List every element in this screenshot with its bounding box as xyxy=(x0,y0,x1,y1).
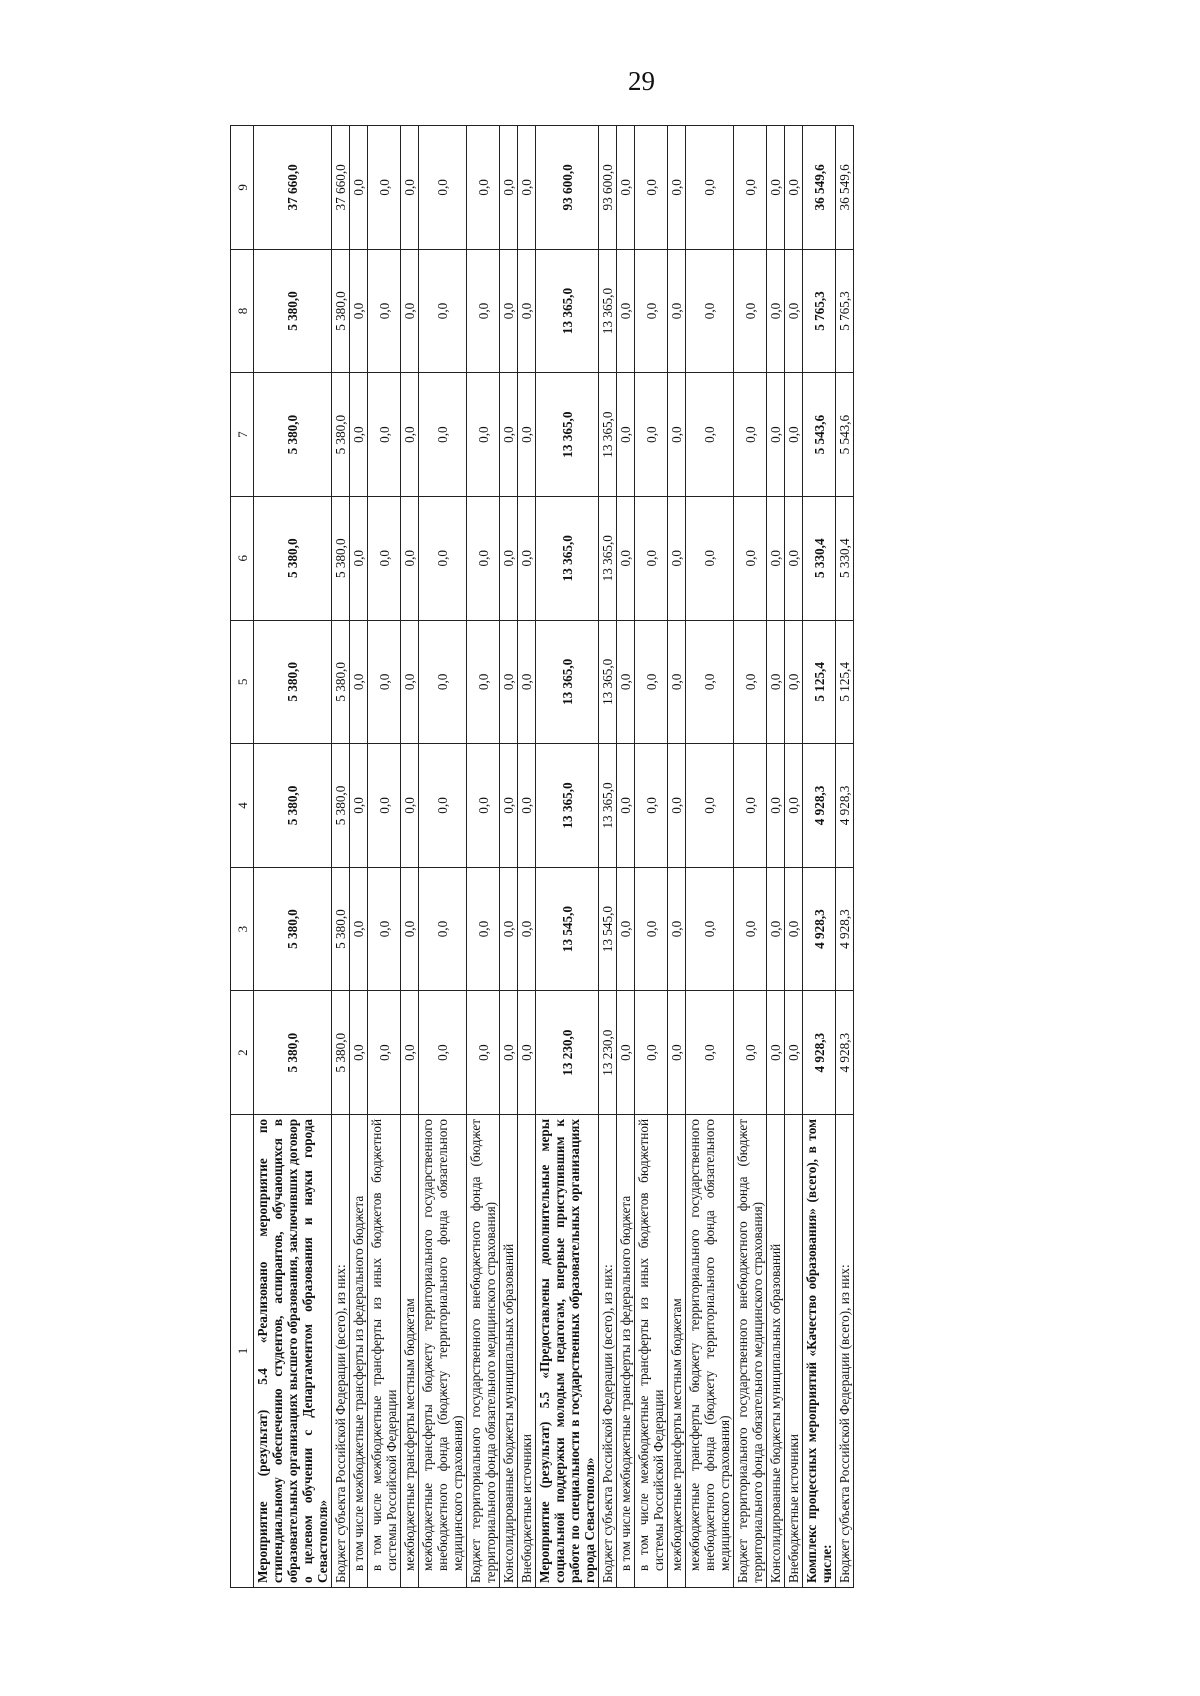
table-row xyxy=(599,126,617,1588)
value-cell: 0,0 xyxy=(785,373,803,497)
value-cell: 0,0 xyxy=(350,991,368,1115)
value-cell: 5 543,6 xyxy=(836,373,854,497)
value-cell: 0,0 xyxy=(635,620,668,744)
value-cell: 0,0 xyxy=(734,991,767,1115)
value-cell: 0,0 xyxy=(518,126,536,250)
column-header: 2 xyxy=(231,991,254,1115)
value-cell: 13 365,0 xyxy=(536,620,599,744)
value-cell: 0,0 xyxy=(467,620,500,744)
value-cell: 0,0 xyxy=(617,620,635,744)
table-row xyxy=(401,126,419,1588)
value-cell: 4 928,3 xyxy=(803,744,836,868)
value-cell: 0,0 xyxy=(518,496,536,620)
row-label: в том числе межбюджетные трансферты из федерального бюджета xyxy=(617,1114,635,1587)
row-label: Консолидированные бюджеты муниципальных образований xyxy=(500,1114,518,1587)
value-cell: 0,0 xyxy=(767,373,785,497)
value-cell: 0,0 xyxy=(686,249,734,373)
value-cell: 5 380,0 xyxy=(332,496,350,620)
row-label: межбюджетные трансферты местным бюджетам xyxy=(668,1114,686,1587)
value-cell: 0,0 xyxy=(500,249,518,373)
value-cell: 5 125,4 xyxy=(836,620,854,744)
value-cell: 0,0 xyxy=(617,867,635,991)
value-cell: 5 380,0 xyxy=(254,496,332,620)
value-cell: 5 765,3 xyxy=(803,249,836,373)
value-cell: 93 600,0 xyxy=(599,126,617,250)
value-cell: 4 928,3 xyxy=(836,991,854,1115)
row-label: межбюджетные трансферты бюджету территориального государственного внебюджетного фонда (бюджету территориального фонда обязательного медицинского страхования) xyxy=(419,1114,467,1587)
value-cell: 0,0 xyxy=(617,744,635,868)
value-cell: 0,0 xyxy=(368,744,401,868)
value-cell: 0,0 xyxy=(734,249,767,373)
column-header: 5 xyxy=(231,620,254,744)
value-cell: 0,0 xyxy=(401,496,419,620)
value-cell: 0,0 xyxy=(401,373,419,497)
table-row xyxy=(419,126,467,1588)
value-cell: 5 380,0 xyxy=(332,373,350,497)
value-cell: 0,0 xyxy=(785,867,803,991)
value-cell: 5 330,4 xyxy=(803,496,836,620)
value-cell: 0,0 xyxy=(686,126,734,250)
row-label: Бюджет субъекта Российской Федерации (всего), из них: xyxy=(836,1114,854,1587)
value-cell: 5 380,0 xyxy=(332,249,350,373)
value-cell: 0,0 xyxy=(401,991,419,1115)
value-cell: 0,0 xyxy=(419,373,467,497)
value-cell: 0,0 xyxy=(467,126,500,250)
value-cell: 0,0 xyxy=(767,496,785,620)
budget-table xyxy=(230,125,854,1588)
column-header: 8 xyxy=(231,249,254,373)
row-label: в том числе межбюджетные трансферты из иных бюджетов бюджетной системы Российской Федерации xyxy=(635,1114,668,1587)
value-cell: 0,0 xyxy=(785,249,803,373)
value-cell: 0,0 xyxy=(686,373,734,497)
value-cell: 0,0 xyxy=(734,744,767,868)
value-cell: 0,0 xyxy=(419,620,467,744)
value-cell: 5 380,0 xyxy=(254,373,332,497)
value-cell: 0,0 xyxy=(419,744,467,868)
value-cell: 0,0 xyxy=(350,126,368,250)
table-body xyxy=(254,126,854,1588)
value-cell: 13 230,0 xyxy=(599,991,617,1115)
value-cell: 0,0 xyxy=(467,867,500,991)
row-label: в том числе межбюджетные трансферты из федерального бюджета xyxy=(350,1114,368,1587)
value-cell: 0,0 xyxy=(686,991,734,1115)
value-cell: 0,0 xyxy=(767,249,785,373)
value-cell: 0,0 xyxy=(350,744,368,868)
value-cell: 5 380,0 xyxy=(254,867,332,991)
value-cell: 0,0 xyxy=(617,373,635,497)
table-row xyxy=(803,126,836,1588)
value-cell: 0,0 xyxy=(668,991,686,1115)
page-number: 29 xyxy=(628,66,655,96)
value-cell: 0,0 xyxy=(467,373,500,497)
value-cell: 0,0 xyxy=(668,126,686,250)
table-row xyxy=(254,126,332,1588)
column-header: 6 xyxy=(231,496,254,620)
value-cell: 0,0 xyxy=(500,373,518,497)
value-cell: 0,0 xyxy=(518,991,536,1115)
value-cell: 0,0 xyxy=(668,620,686,744)
rotated-table-wrapper xyxy=(230,125,1200,1588)
value-cell: 0,0 xyxy=(419,249,467,373)
value-cell: 13 365,0 xyxy=(599,373,617,497)
value-cell: 0,0 xyxy=(467,991,500,1115)
value-cell: 0,0 xyxy=(401,744,419,868)
value-cell: 0,0 xyxy=(518,249,536,373)
value-cell: 0,0 xyxy=(668,744,686,868)
value-cell: 0,0 xyxy=(350,496,368,620)
value-cell: 13 365,0 xyxy=(536,496,599,620)
value-cell: 0,0 xyxy=(785,126,803,250)
value-cell: 0,0 xyxy=(350,867,368,991)
value-cell: 0,0 xyxy=(401,249,419,373)
value-cell: 0,0 xyxy=(734,867,767,991)
value-cell: 0,0 xyxy=(668,496,686,620)
value-cell: 0,0 xyxy=(617,991,635,1115)
row-label: Бюджет территориального государственного внебюджетного фонда (бюджет территориального фонда обязательного медицинского страхования) xyxy=(734,1114,767,1587)
value-cell: 13 365,0 xyxy=(599,249,617,373)
table-row xyxy=(332,126,350,1588)
value-cell: 0,0 xyxy=(734,373,767,497)
table-row xyxy=(734,126,767,1588)
value-cell: 0,0 xyxy=(368,249,401,373)
value-cell: 0,0 xyxy=(668,867,686,991)
value-cell: 36 549,6 xyxy=(836,126,854,250)
row-label: Внебюджетные источники xyxy=(785,1114,803,1587)
value-cell: 93 600,0 xyxy=(536,126,599,250)
value-cell: 5 380,0 xyxy=(254,249,332,373)
table-row xyxy=(767,126,785,1588)
value-cell: 4 928,3 xyxy=(803,867,836,991)
value-cell: 0,0 xyxy=(686,620,734,744)
value-cell: 0,0 xyxy=(668,373,686,497)
value-cell: 13 365,0 xyxy=(599,496,617,620)
row-label: Мероприятие (результат) 5.5 «Предоставлены дополнительные меры социальной поддержки молодым педагогам, впервые приступившим к работе по специальности в государственных образовательных организациях города Севастополя» xyxy=(536,1114,599,1587)
row-label: Консолидированные бюджеты муниципальных образований xyxy=(767,1114,785,1587)
value-cell: 0,0 xyxy=(467,249,500,373)
value-cell: 0,0 xyxy=(368,991,401,1115)
value-cell: 0,0 xyxy=(419,867,467,991)
value-cell: 0,0 xyxy=(785,744,803,868)
value-cell: 5 380,0 xyxy=(332,744,350,868)
value-cell: 0,0 xyxy=(734,126,767,250)
value-cell: 5 380,0 xyxy=(254,744,332,868)
value-cell: 0,0 xyxy=(401,126,419,250)
value-cell: 0,0 xyxy=(635,991,668,1115)
table-row xyxy=(635,126,668,1588)
column-header: 1 xyxy=(231,1114,254,1587)
value-cell: 4 928,3 xyxy=(836,867,854,991)
value-cell: 0,0 xyxy=(368,496,401,620)
value-cell: 13 365,0 xyxy=(536,744,599,868)
value-cell: 5 380,0 xyxy=(254,620,332,744)
row-label: Внебюджетные источники xyxy=(518,1114,536,1587)
table-row xyxy=(536,126,599,1588)
value-cell: 37 660,0 xyxy=(254,126,332,250)
value-cell: 0,0 xyxy=(635,496,668,620)
value-cell: 0,0 xyxy=(401,867,419,991)
value-cell: 4 928,3 xyxy=(803,991,836,1115)
table-row xyxy=(686,126,734,1588)
table-row xyxy=(500,126,518,1588)
value-cell: 0,0 xyxy=(500,496,518,620)
value-cell: 0,0 xyxy=(785,620,803,744)
value-cell: 13 365,0 xyxy=(536,249,599,373)
value-cell: 0,0 xyxy=(635,249,668,373)
value-cell: 0,0 xyxy=(419,496,467,620)
value-cell: 0,0 xyxy=(467,496,500,620)
row-label: межбюджетные трансферты бюджету территориального государственного внебюджетного фонда (бюджету территориального фонда обязательного медицинского страхования) xyxy=(686,1114,734,1587)
value-cell: 5 543,6 xyxy=(803,373,836,497)
value-cell: 0,0 xyxy=(617,496,635,620)
value-cell: 0,0 xyxy=(419,991,467,1115)
value-cell: 5 125,4 xyxy=(803,620,836,744)
value-cell: 0,0 xyxy=(500,126,518,250)
row-label: Комплекс процессных мероприятий «Качество образования» (всего), в том числе: xyxy=(803,1114,836,1587)
column-header: 7 xyxy=(231,373,254,497)
value-cell: 0,0 xyxy=(518,620,536,744)
value-cell: 0,0 xyxy=(518,373,536,497)
value-cell: 0,0 xyxy=(467,744,500,868)
value-cell: 0,0 xyxy=(785,496,803,620)
value-cell: 5 380,0 xyxy=(332,867,350,991)
value-cell: 0,0 xyxy=(500,744,518,868)
row-label: Бюджет субъекта Российской Федерации (всего), из них: xyxy=(599,1114,617,1587)
value-cell: 0,0 xyxy=(368,867,401,991)
value-cell: 5 330,4 xyxy=(836,496,854,620)
header-row xyxy=(231,126,254,1588)
value-cell: 0,0 xyxy=(785,991,803,1115)
value-cell: 0,0 xyxy=(500,991,518,1115)
value-cell: 0,0 xyxy=(350,249,368,373)
table-row xyxy=(350,126,368,1588)
table-row xyxy=(518,126,536,1588)
table-row xyxy=(668,126,686,1588)
column-header: 4 xyxy=(231,744,254,868)
value-cell: 0,0 xyxy=(635,744,668,868)
value-cell: 0,0 xyxy=(368,620,401,744)
value-cell: 0,0 xyxy=(767,991,785,1115)
value-cell: 13 230,0 xyxy=(536,991,599,1115)
column-header: 9 xyxy=(231,126,254,250)
value-cell: 5 765,3 xyxy=(836,249,854,373)
value-cell: 13 365,0 xyxy=(536,373,599,497)
table-row xyxy=(836,126,854,1588)
value-cell: 0,0 xyxy=(734,496,767,620)
row-label: в том числе межбюджетные трансферты из иных бюджетов бюджетной системы Российской Федерации xyxy=(368,1114,401,1587)
table-row xyxy=(785,126,803,1588)
column-header: 3 xyxy=(231,867,254,991)
value-cell: 0,0 xyxy=(617,126,635,250)
value-cell: 0,0 xyxy=(668,249,686,373)
value-cell: 0,0 xyxy=(500,620,518,744)
value-cell: 0,0 xyxy=(368,373,401,497)
value-cell: 0,0 xyxy=(350,620,368,744)
value-cell: 0,0 xyxy=(767,867,785,991)
value-cell: 0,0 xyxy=(368,126,401,250)
value-cell: 0,0 xyxy=(500,867,518,991)
value-cell: 36 549,6 xyxy=(803,126,836,250)
value-cell: 0,0 xyxy=(518,744,536,868)
value-cell: 5 380,0 xyxy=(332,620,350,744)
value-cell: 0,0 xyxy=(767,620,785,744)
value-cell: 0,0 xyxy=(635,126,668,250)
value-cell: 0,0 xyxy=(767,744,785,868)
value-cell: 37 660,0 xyxy=(332,126,350,250)
value-cell: 0,0 xyxy=(635,867,668,991)
value-cell: 0,0 xyxy=(635,373,668,497)
table-row xyxy=(467,126,500,1588)
row-label: Бюджет территориального государственного внебюджетного фонда (бюджет территориального фонда обязательного медицинского страхования) xyxy=(467,1114,500,1587)
value-cell: 5 380,0 xyxy=(332,991,350,1115)
row-label: Бюджет субъекта Российской Федерации (всего), из них: xyxy=(332,1114,350,1587)
value-cell: 0,0 xyxy=(518,867,536,991)
value-cell: 0,0 xyxy=(767,126,785,250)
row-label: Мероприятие (результат) 5.4 «Реализовано мероприятие по стипендиальному обеспечению студентов, аспирантов, обучающихся в образовательных организациях высшего образования, заключивших договор о целевом обучении с Департаментом образования и науки города Севастополя» xyxy=(254,1114,332,1587)
table-row xyxy=(368,126,401,1588)
value-cell: 0,0 xyxy=(686,744,734,868)
value-cell: 13 365,0 xyxy=(599,744,617,868)
value-cell: 0,0 xyxy=(401,620,419,744)
value-cell: 0,0 xyxy=(350,373,368,497)
value-cell: 0,0 xyxy=(686,867,734,991)
table-row xyxy=(617,126,635,1588)
value-cell: 0,0 xyxy=(686,496,734,620)
value-cell: 4 928,3 xyxy=(836,744,854,868)
value-cell: 13 365,0 xyxy=(599,620,617,744)
value-cell: 5 380,0 xyxy=(254,991,332,1115)
value-cell: 0,0 xyxy=(617,249,635,373)
value-cell: 13 545,0 xyxy=(536,867,599,991)
value-cell: 13 545,0 xyxy=(599,867,617,991)
value-cell: 0,0 xyxy=(734,620,767,744)
value-cell: 0,0 xyxy=(419,126,467,250)
row-label: межбюджетные трансферты местным бюджетам xyxy=(401,1114,419,1587)
